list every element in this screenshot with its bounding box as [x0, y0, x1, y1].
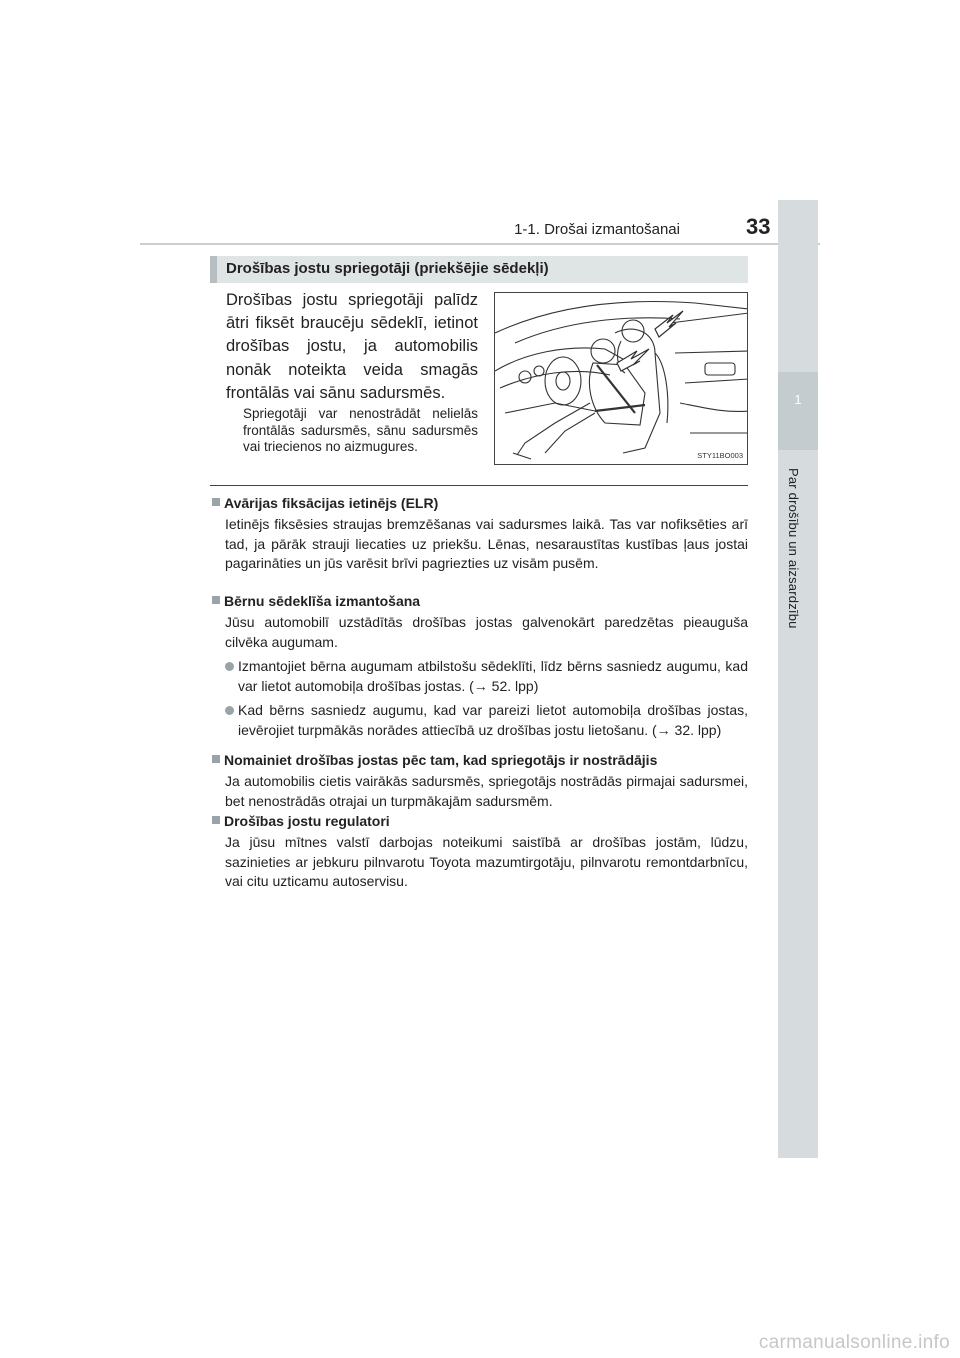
item-heading [212, 751, 748, 769]
square-bullet-icon [212, 816, 220, 824]
item-text: Ietinējs fiksēsies straujas bremzēšanas vai sadursmes laikā. Tas var nofiksēties arī tad, ja pārāk strauji liecaties uz priekšu. Lēnas, nesaraustītas kustības ļaus jostai pagarināties un jūs varēsit brīvi pagriezties uz visām pusēm. [225, 516, 748, 571]
item-heading [212, 592, 748, 610]
page-number: 33 [746, 214, 771, 239]
watermark: carmanualsonline.info [758, 1332, 950, 1353]
chapter-number-box [778, 372, 818, 450]
square-bullet-icon [212, 755, 220, 763]
item-regulations [212, 812, 748, 892]
list-item [225, 657, 748, 696]
item-heading-text: Nomainiet drošības jostas pēc tam, kad spriegotājs ir nostrādājis [224, 752, 658, 768]
square-bullet-icon [212, 596, 220, 604]
item-text: Ja automobilis cietis vairākās sadursmēs, spriegotājs nostrādās pirmajai sadursmei, bet nenostrādās otrajai un turpmākajām sadursmēm. [225, 773, 748, 809]
item-heading [212, 494, 748, 512]
item-heading-text: Drošības jostu regulatori [224, 813, 390, 829]
round-bullet-icon [225, 662, 234, 671]
item-text: Ja jūsu mītnes valstī darbojas noteikumi saistībā ar drošības jostām, lūdzu, sazinieties ar jebkuru pilnvarotu Toyota mazumtirgotāju, pilnvarotu remontdarbnīcu, vai citu uzticamu autoservisu. [225, 834, 748, 889]
square-bullet-icon [212, 498, 220, 506]
pretensioner-illustration [494, 292, 748, 465]
section-separator [210, 485, 748, 486]
banner-accent [210, 256, 217, 283]
intro-paragraph: Drošības jostu spriegotāji palīdz ātri fiksēt braucēju sēdeklī, ietinot drošības jostu, ja automobilis nonāk noteikta veida smagās frontālās vai sānu sadursmēs. [226, 291, 478, 402]
list-item-text: Izmantojiet bērna augumam atbilstošu sēdeklīti, līdz bērns sasniedz augumu, kad var lietot automobiļa drošības jostas. (→ 52. lpp) [238, 658, 748, 694]
seat-belt-pretensioner-drawing [495, 293, 748, 465]
list-item-text: Kad bērns sasniedz augumu, kad var pareizi lietot automobiļa drošības jostas, ievērojiet turpmākās norādes attiecībā uz drošības jostu lietošanu. (→ 32. lpp) [238, 702, 748, 738]
section-banner [210, 256, 748, 283]
item-child-seat [212, 592, 748, 740]
chapter-tab [778, 200, 818, 1158]
header-divider [140, 243, 820, 245]
item-heading-text: Bērnu sēdeklīša izmantošana [224, 593, 421, 609]
section-breadcrumb: 1-1. Drošai izmantošanai [514, 221, 680, 238]
chapter-label: Par drošību un aizsardzību [786, 468, 801, 629]
item-text: Jūsu automobilī uzstādītās drošības jostas galvenokārt paredzētas pieauguša cilvēka augumam. [225, 614, 748, 650]
item-heading [212, 812, 748, 830]
figure-code: STY11BO003 [697, 451, 743, 460]
chapter-number: 1 [794, 392, 802, 407]
round-bullet-icon [225, 706, 234, 715]
intro-note: Spriegotāji var nenostrādāt nelielās frontālās sadursmēs, sānu sadursmēs vai triecienos no aizmugures. [243, 406, 478, 454]
item-replace-belts [212, 751, 748, 811]
item-heading-text: Avārijas fiksācijas ietinējs (ELR) [224, 495, 439, 511]
item-elr [212, 494, 748, 574]
section-title: Drošības jostu spriegotāji (priekšējie sēdekļi) [226, 260, 549, 277]
list-item [225, 701, 748, 740]
